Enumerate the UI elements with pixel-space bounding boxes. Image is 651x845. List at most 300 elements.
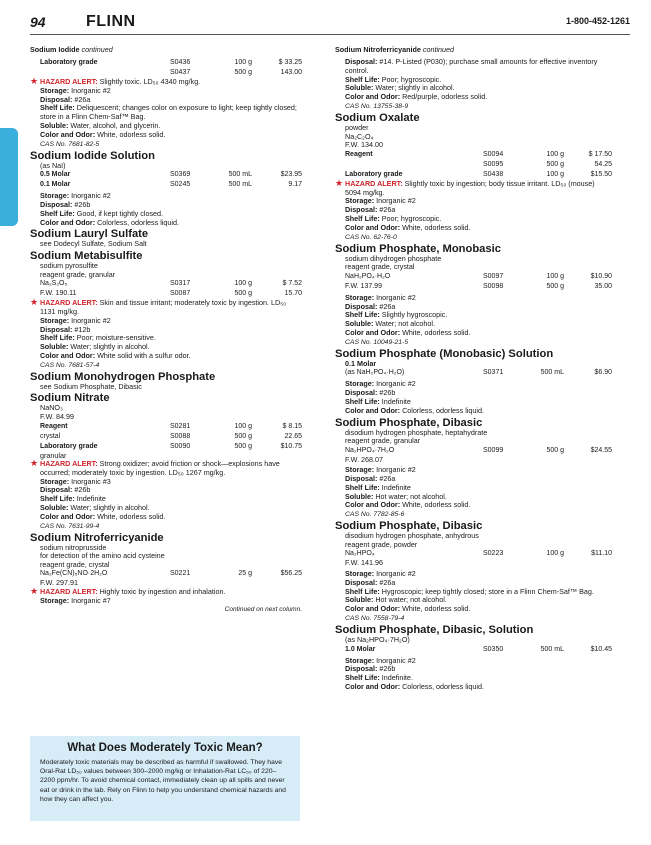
product-price: 54.25	[594, 160, 612, 168]
field-value: Hot water; not alcohol.	[375, 595, 447, 605]
hazard-label: HAZARD ALERT:	[40, 459, 98, 469]
info-line	[40, 352, 302, 361]
field-label: Shelf Life:	[40, 103, 75, 113]
hazard-alert	[30, 299, 302, 317]
product-price: 22.65	[284, 432, 302, 440]
product-size: 500 mL	[540, 645, 564, 653]
product-price: $10.75	[280, 442, 302, 450]
hazard-label: HAZARD ALERT:	[40, 77, 98, 86]
product-description: reagent grade, powder	[345, 539, 418, 549]
product-row	[345, 282, 612, 292]
catalog-number: S0099	[483, 446, 504, 454]
right-column	[335, 44, 612, 692]
field-value: Inorganic #2	[376, 379, 416, 389]
field-label: Shelf Life:	[40, 494, 75, 504]
cas-number: CAS No. 7558-79-4	[345, 615, 405, 623]
field-value: Indefinite.	[381, 673, 413, 683]
hazard-label: HAZARD ALERT:	[40, 587, 98, 597]
product-description: powder	[345, 122, 369, 132]
product-description: sodium nitroprusside	[40, 542, 107, 552]
entry-body	[30, 162, 302, 228]
product-price: $23.95	[280, 171, 302, 179]
cas-number: CAS No. 13755-38-9	[345, 102, 409, 110]
field-value: Hygroscopic; keep tightly closed; store in a Flinn Chem-Saf™ Bag.	[381, 586, 594, 596]
product-row	[40, 442, 302, 452]
page-header	[30, 14, 630, 36]
product-name: (as NaH₂PO₄·H₂O)	[345, 369, 405, 377]
field-label: Disposal:	[345, 664, 378, 674]
cas-number: CAS No. 10049-21-5	[345, 338, 409, 346]
field-value: #26a	[379, 205, 396, 215]
field-label: Disposal:	[40, 94, 73, 104]
product-row	[40, 569, 302, 579]
product-row	[345, 645, 612, 655]
info-line	[40, 104, 302, 122]
field-value: Indefinite	[76, 494, 106, 504]
field-label: Disposal:	[40, 485, 73, 495]
product-title: Sodium Phosphate (Monobasic) Solution	[335, 347, 554, 360]
product-name: Reagent	[40, 422, 68, 430]
brand-logo: FLINN	[86, 13, 136, 30]
field-value: Water; slightly in alcohol.	[70, 342, 150, 352]
catalog-number: S0436	[170, 59, 191, 66]
product-row	[345, 446, 612, 456]
entry-body	[30, 262, 302, 299]
left-column	[30, 44, 302, 613]
product-name: Laboratory grade	[40, 59, 98, 66]
product-description: reagent grade, crystal	[40, 559, 110, 569]
field-label: Disposal:	[345, 388, 378, 398]
catalog-number: S0221	[170, 570, 191, 578]
product-name: crystal	[40, 432, 61, 440]
product-size: 100 g	[546, 272, 564, 280]
field-label: Storage:	[40, 315, 70, 325]
continued-heading	[335, 44, 612, 55]
field-value: #26b	[74, 485, 91, 495]
field-label: Shelf Life:	[345, 673, 380, 683]
field-label: Color and Odor:	[40, 350, 96, 360]
field-value: Colorless, odorless liquid.	[97, 217, 180, 227]
field-value: #26a	[74, 94, 91, 104]
product-size: 500 mL	[228, 181, 252, 189]
catalog-number: S0281	[170, 422, 191, 430]
product-name: 1.0 Molar	[345, 645, 376, 653]
product-row	[40, 422, 302, 432]
entry-body	[30, 595, 302, 613]
field-value: Inorganic #7	[71, 595, 111, 605]
product-description: disodium hydrogen phosphate, heptahydrate	[345, 427, 488, 437]
field-label: Color and Odor:	[345, 92, 401, 102]
product-name: NaH₂PO₄·H₂O	[345, 272, 391, 280]
field-label: Color and Odor:	[345, 405, 401, 415]
field-label: Soluble:	[40, 120, 69, 130]
field-value: #26b	[379, 664, 396, 674]
field-label: Shelf Life:	[345, 482, 380, 492]
product-size: 500 mL	[540, 369, 564, 377]
product-title: Sodium Phosphate, Dibasic	[335, 520, 483, 533]
field-value: #26a	[379, 301, 396, 311]
product-title: Sodium Nitroferricyanide	[30, 531, 164, 544]
phone-number: 1-800-452-1261	[565, 16, 630, 26]
field-value: White, odorless solid.	[402, 604, 471, 614]
field-label: Soluble:	[40, 503, 69, 513]
product-title: Sodium Nitrate	[30, 392, 110, 405]
field-value: White, odorless solid.	[97, 129, 166, 139]
product-row	[40, 279, 302, 289]
field-label: Color and Odor:	[345, 604, 401, 614]
catalog-number: S0371	[483, 369, 504, 377]
field-value: White solid with a sulfur odor.	[97, 350, 191, 360]
product-price: $ 33.25	[278, 59, 302, 66]
product-description: reagent grade, crystal	[345, 262, 415, 272]
product-row	[345, 272, 612, 282]
field-value: #26a	[379, 474, 396, 484]
product-title: Sodium Oxalate	[335, 111, 420, 124]
field-value: Inorganic #3	[71, 476, 111, 486]
continued-note: Continued on next column.	[224, 605, 302, 613]
entry-body	[30, 58, 302, 78]
info-line	[345, 501, 612, 510]
product-size: 100 g	[546, 150, 564, 158]
field-value: Colorless, odorless liquid.	[402, 682, 485, 692]
field-value: Colorless, odorless liquid.	[402, 405, 485, 415]
field-label: Storage:	[40, 595, 70, 605]
field-value: Inorganic #2	[376, 292, 416, 302]
product-size: 500 g	[234, 442, 252, 450]
entry-body	[335, 636, 612, 692]
product-price: $ 7.52	[282, 280, 302, 288]
product-name: Na₂HPO₄·7H₂O	[345, 446, 395, 454]
field-value: Inorganic #2	[376, 196, 416, 206]
product-price: 143.00	[280, 69, 302, 76]
field-value: #26b	[74, 199, 91, 209]
header-rule	[30, 34, 630, 35]
catalog-number: S0087	[170, 290, 191, 298]
field-label: Shelf Life:	[345, 586, 380, 596]
entry-body	[30, 87, 302, 149]
info-line	[345, 683, 612, 692]
cas-number: CAS No. 7681-57-4	[40, 361, 100, 369]
product-name: 0.1 Molar	[40, 181, 71, 189]
field-label: Disposal:	[40, 324, 73, 334]
field-value: Deliquescent; changes color on exposure to light; keep tightly closed; store in a Flinn Chem-Saf™ Bag.	[40, 103, 297, 122]
product-title: Sodium Phosphate, Monobasic	[335, 242, 501, 255]
product-description: F.W. 141.96	[345, 558, 383, 568]
page-number: 94	[30, 14, 46, 30]
field-label: Storage:	[345, 196, 375, 206]
field-value: Inorganic #2	[376, 655, 416, 665]
info-line	[345, 329, 612, 338]
hazard-star-icon: ★	[335, 177, 344, 188]
field-value: continued	[81, 45, 113, 54]
field-value: #26b	[379, 388, 396, 398]
info-line	[345, 58, 612, 76]
info-line	[345, 605, 612, 614]
field-value: Poor; moisture-sensitive.	[76, 333, 156, 343]
hazard-label: HAZARD ALERT:	[40, 298, 98, 308]
field-label: Shelf Life:	[345, 74, 380, 84]
info-line	[40, 219, 302, 228]
product-name: F.W. 137.99	[345, 282, 382, 290]
field-value: Inorganic #2	[71, 85, 111, 95]
product-row	[40, 180, 302, 190]
field-value: Inorganic #2	[376, 465, 416, 475]
product-size: 100 g	[546, 550, 564, 558]
field-label: Disposal:	[345, 301, 378, 311]
product-size: 100 g	[234, 422, 252, 430]
product-description: see Sodium Phosphate, Dibasic	[40, 381, 142, 391]
field-value: Slightly toxic. LD₅₀ 4340 mg/kg.	[99, 77, 201, 86]
product-price: $24.55	[590, 446, 612, 454]
field-value: White, odorless solid.	[402, 222, 471, 232]
field-value: continued	[422, 45, 455, 54]
cas-number: CAS No. 7631-99-4	[40, 522, 100, 530]
product-description: sodium pyrosulfite	[40, 260, 98, 270]
cas-number: CAS No. 7681-82-5	[40, 140, 100, 148]
product-description: NaNO₃	[40, 403, 63, 413]
product-price: $56.25	[280, 570, 302, 578]
product-description: disodium hydrogen phosphate, anhydrous	[345, 531, 479, 541]
cas-number: CAS No. 62-76-0	[345, 233, 397, 241]
entry-body	[30, 478, 302, 531]
field-label: Shelf Life:	[345, 213, 380, 223]
field-value: White, odorless solid.	[402, 500, 471, 510]
product-name: Laboratory grade	[345, 170, 403, 178]
info-line	[40, 597, 302, 606]
product-title: Sodium Metabisulfite	[30, 249, 143, 262]
product-title: Sodium Monohydrogen Phosphate	[30, 370, 216, 383]
product-title: Sodium Phosphate, Dibasic, Solution	[335, 624, 534, 637]
product-price: 15.70	[284, 290, 302, 298]
product-description: (as NaI)	[40, 160, 66, 170]
catalog-number: S0097	[483, 272, 504, 280]
catalog-number: S0369	[170, 171, 191, 179]
hazard-star-icon: ★	[30, 297, 39, 308]
product-price: $10.45	[590, 645, 612, 653]
field-label: Storage:	[345, 292, 375, 302]
field-label: Storage:	[345, 379, 375, 389]
field-label: Shelf Life:	[345, 310, 380, 320]
info-line	[40, 513, 302, 522]
entry-body	[30, 544, 302, 588]
product-size: 500 g	[234, 290, 252, 298]
product-title: Sodium Iodide Solution	[30, 149, 155, 162]
field-value: Hot water; not alcohol.	[375, 491, 447, 501]
field-label: Soluble:	[345, 491, 374, 501]
field-label: Storage:	[345, 655, 375, 665]
field-value: White, odorless solid.	[97, 511, 166, 521]
catalog-number: S0223	[483, 550, 504, 558]
product-price: $10.90	[590, 272, 612, 280]
toxicity-callout	[30, 736, 300, 821]
field-label: Color and Odor:	[40, 511, 96, 521]
product-name: Na₂Fe(CN)₅NO·2H₂O	[40, 570, 108, 578]
product-description: F.W. 268.07	[345, 454, 383, 464]
catalog-number: S0245	[170, 181, 191, 189]
product-price: 35.00	[594, 282, 612, 290]
product-name: Reagent	[345, 150, 373, 158]
entry-body	[335, 197, 612, 241]
field-label: Color and Odor:	[345, 222, 401, 232]
product-size: 500 g	[546, 446, 564, 454]
hazard-star-icon: ★	[30, 586, 39, 597]
field-value: Sodium Iodide	[30, 45, 80, 54]
field-value: Water; slightly in alcohol.	[375, 83, 455, 93]
product-description: reagent grade, granular	[345, 436, 421, 446]
field-value: Water; slightly in alcohol.	[70, 503, 150, 513]
product-price: 9.17	[288, 181, 302, 189]
product-description: F.W. 84.99	[40, 411, 74, 421]
catalog-number: S0098	[483, 282, 504, 290]
field-value: Poor; hygroscopic.	[381, 213, 442, 223]
product-price: $15.50	[590, 170, 612, 178]
product-description: Na₂C₂O₄	[345, 131, 374, 141]
product-row	[40, 170, 302, 180]
field-value: Poor; hygroscopic.	[381, 74, 442, 84]
product-row	[345, 368, 612, 378]
field-label: Disposal:	[345, 474, 378, 484]
catalog-number: S0317	[170, 280, 191, 288]
entry-body	[335, 255, 612, 347]
callout-title: What Does Moderately Toxic Mean?	[67, 742, 263, 754]
product-title: Sodium Phosphate, Dibasic	[335, 416, 483, 429]
product-description: 0.1 Molar	[345, 358, 377, 368]
product-description: granular	[40, 450, 67, 460]
info-line	[345, 224, 612, 233]
product-description: see Dodecyl Sulfate, Sodium Salt	[40, 239, 147, 249]
catalog-number: S0350	[483, 645, 504, 653]
product-row	[40, 432, 302, 442]
field-label: Disposal:	[345, 205, 378, 215]
product-size: 100 g	[546, 170, 564, 178]
product-name: Na₂S₂O₅	[40, 280, 68, 288]
product-size: 25 g	[238, 570, 252, 578]
field-value: Water; not alcohol.	[375, 319, 436, 329]
field-value: Water, alcohol, and glycerin.	[70, 120, 161, 130]
catalog-number: S0090	[170, 442, 191, 450]
product-size: 500 g	[546, 160, 564, 168]
product-row	[345, 549, 612, 559]
field-label: Soluble:	[345, 319, 374, 329]
entry-body	[335, 58, 612, 111]
product-price: $ 8.15	[282, 422, 302, 430]
product-size: 100 g	[234, 280, 252, 288]
catalog-number: S0088	[170, 432, 191, 440]
field-label: Soluble:	[345, 83, 374, 93]
field-value: Slightly hygroscopic.	[381, 310, 448, 320]
hazard-alert	[30, 460, 302, 478]
field-label: Shelf Life:	[345, 396, 380, 406]
product-description: F.W. 297.91	[40, 578, 78, 588]
field-label: Disposal:	[345, 57, 378, 66]
product-row	[345, 160, 612, 170]
product-size: 100 g	[234, 59, 252, 66]
field-label: Color and Odor:	[345, 682, 401, 692]
hazard-star-icon: ★	[30, 458, 39, 469]
entry-body	[335, 124, 612, 180]
product-description: for detection of the amino acid cysteine	[40, 551, 165, 561]
field-label: Color and Odor:	[40, 129, 96, 139]
catalog-number: S0437	[170, 69, 191, 76]
product-price: $ 17.50	[588, 150, 612, 158]
hazard-star-icon: ★	[30, 76, 39, 86]
product-price: $6.90	[594, 369, 612, 377]
catalog-number: S0095	[483, 160, 504, 168]
entry-body	[335, 360, 612, 416]
callout-body: Moderately toxic materials may be described as harmful if swallowed. They have Oral-Rat LD₅₀ values between 300–2000 mg/kg or Inhalation-Rat LC₅₀ of 220–2200 ppm/hr. To avoid chemical contact, immediately clean up all spills and never eat or drink in the lab. Rely on Flinn to help you understand chemical hazards and how they can affect you.	[40, 759, 286, 803]
field-label: Color and Odor:	[40, 217, 96, 227]
product-name: 0.5 Molar	[40, 171, 71, 179]
product-size: 500 g	[234, 69, 252, 76]
product-name: Na₂HPO₄	[345, 550, 375, 558]
product-description: reagent grade, granular	[40, 269, 116, 279]
hazard-alert	[30, 78, 302, 87]
product-size: 500 mL	[228, 171, 252, 179]
field-label: Disposal:	[40, 199, 73, 209]
field-label: Color and Odor:	[345, 327, 401, 337]
entry-body	[30, 317, 302, 370]
entry-body	[30, 383, 302, 392]
field-label: Disposal:	[345, 577, 378, 587]
field-value: Indefinite	[381, 482, 411, 492]
field-label: Storage:	[345, 465, 375, 475]
product-size: 500 g	[546, 282, 564, 290]
product-row	[40, 58, 302, 68]
field-value: Inorganic #2	[71, 191, 111, 201]
entry-body	[335, 532, 612, 623]
field-label: Storage:	[40, 476, 70, 486]
continued-heading	[30, 44, 302, 55]
field-label: Storage:	[345, 569, 375, 579]
product-name: F.W. 190.11	[40, 290, 77, 298]
entry-body	[30, 240, 302, 249]
product-price: $11.10	[591, 550, 612, 558]
hazard-label: HAZARD ALERT:	[345, 178, 403, 188]
product-description: F.W. 134.00	[345, 140, 383, 150]
product-description: sodium dihydrogen phosphate	[345, 253, 442, 263]
product-description: (as Na₂HPO₄·7H₂O)	[345, 635, 410, 645]
catalog-number: S0094	[483, 150, 504, 158]
field-value: Highly toxic by ingestion and inhalation.	[99, 587, 226, 597]
side-tab	[0, 128, 18, 226]
entry-body	[335, 429, 612, 520]
field-value: #14. P-Listed (P030); purchase small amounts for effective inventory control.	[345, 57, 598, 75]
info-line	[345, 93, 612, 102]
field-value: Strong oxidizer; avoid friction or shock—explosions have occurred; moderately toxic by ingestion. LD₅₀ 1267 mg/kg.	[40, 459, 280, 477]
cas-number: CAS No. 7782-85-6	[345, 511, 405, 519]
product-title: Sodium Lauryl Sulfate	[30, 228, 149, 241]
product-row	[345, 150, 612, 160]
field-label: Soluble:	[345, 595, 374, 605]
field-label: Soluble:	[40, 342, 69, 352]
field-label: Shelf Life:	[40, 208, 75, 218]
info-line	[40, 131, 302, 140]
entry-body	[30, 404, 302, 460]
field-value: Inorganic #2	[71, 315, 111, 325]
field-value: Skin and tissue irritant; moderately toxic by ingestion. LD₅₀ 1131 mg/kg.	[40, 298, 287, 316]
product-size: 500 g	[234, 432, 252, 440]
field-label: Storage:	[40, 85, 70, 95]
field-value: Indefinite	[381, 396, 411, 406]
field-value: #26a	[379, 577, 396, 587]
catalog-number: S0438	[483, 170, 504, 178]
product-name: Laboratory grade	[40, 442, 98, 450]
field-label: Shelf Life:	[40, 333, 75, 343]
field-value: Red/purple, odorless solid.	[402, 92, 488, 102]
field-label: Color and Odor:	[345, 500, 401, 510]
field-value: White, odorless solid.	[402, 327, 471, 337]
field-value: Slightly toxic by ingestion; body tissue irritant. LD₅₀ (mouse) 5094 mg/kg.	[345, 178, 595, 197]
